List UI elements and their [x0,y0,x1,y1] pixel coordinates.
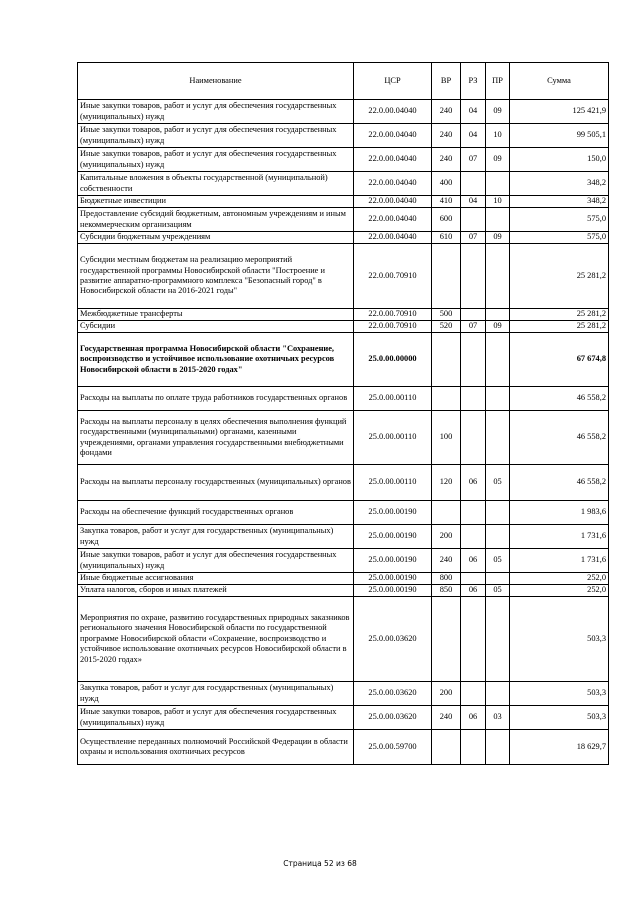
row-rz-cell [461,682,486,706]
row-csr-cell: 22.0.00.70910 [354,244,432,309]
table-row [78,321,609,333]
row-name-cell: Расходы на выплаты персоналу в целях обеспечения выполнения функций государственными (муниципальными) органами, казенными учреждениями, органами управления государственными внебюджетными фондами [78,411,354,465]
table-row [78,525,609,549]
row-sum-cell: 575,0 [510,232,609,244]
row-vr-cell: 600 [432,208,461,232]
row-vr-cell [432,244,461,309]
row-sum-cell: 46 558,2 [510,411,609,465]
row-rz-cell [461,573,486,585]
header-name: Наименование [78,63,354,100]
row-pr-cell: 09 [486,232,510,244]
row-csr-cell: 25.0.00.03620 [354,682,432,706]
row-sum-cell: 1 731,6 [510,549,609,573]
row-rz-cell: 07 [461,148,486,172]
row-pr-cell [486,730,510,765]
row-csr-cell: 25.0.00.00190 [354,501,432,525]
table-row [78,124,609,148]
budget-table [77,62,609,765]
table-row [78,244,609,309]
row-sum-cell: 348,2 [510,172,609,196]
row-vr-cell: 120 [432,465,461,501]
row-rz-cell [461,172,486,196]
table-row [78,100,609,124]
row-pr-cell: 10 [486,196,510,208]
row-rz-cell [461,730,486,765]
table-row [78,730,609,765]
row-csr-cell: 22.0.00.04040 [354,124,432,148]
row-pr-cell [486,525,510,549]
row-sum-cell: 1 983,6 [510,501,609,525]
row-vr-cell [432,597,461,682]
header-pr: ПР [486,63,510,100]
row-sum-cell: 150,0 [510,148,609,172]
table-header-row [78,63,609,100]
row-csr-cell: 22.0.00.04040 [354,100,432,124]
row-pr-cell [486,597,510,682]
row-rz-cell [461,208,486,232]
table-row [78,309,609,321]
row-sum-cell: 46 558,2 [510,387,609,411]
table-row [78,196,609,208]
page-number: Страница 52 из 68 [283,859,357,868]
row-name-cell: Межбюджетные трансферты [78,309,354,321]
row-rz-cell [461,411,486,465]
row-rz-cell [461,501,486,525]
row-vr-cell: 520 [432,321,461,333]
row-sum-cell: 67 674,8 [510,333,609,387]
row-vr-cell [432,333,461,387]
row-pr-cell [486,172,510,196]
row-pr-cell [486,573,510,585]
table-row [78,465,609,501]
row-pr-cell [486,244,510,309]
row-csr-cell: 25.0.00.00110 [354,411,432,465]
row-name-cell: Иные закупки товаров, работ и услуг для обеспечения государственных (муниципальных) нужд [78,148,354,172]
row-rz-cell: 04 [461,124,486,148]
row-csr-cell: 25.0.00.00190 [354,525,432,549]
row-vr-cell: 200 [432,682,461,706]
header-rz: РЗ [461,63,486,100]
row-pr-cell: 09 [486,148,510,172]
row-name-cell: Иные закупки товаров, работ и услуг для обеспечения государственных (муниципальных) нужд [78,706,354,730]
table-row [78,706,609,730]
row-pr-cell: 10 [486,124,510,148]
row-pr-cell [486,309,510,321]
row-name-cell: Закупка товаров, работ и услуг для государственных (муниципальных) нужд [78,525,354,549]
table-row [78,411,609,465]
row-rz-cell [461,244,486,309]
table-row [78,172,609,196]
row-name-cell: Расходы на выплаты по оплате труда работников государственных органов [78,387,354,411]
row-csr-cell: 25.0.00.00190 [354,549,432,573]
row-vr-cell [432,730,461,765]
row-sum-cell: 25 281,2 [510,321,609,333]
row-pr-cell [486,208,510,232]
row-vr-cell: 240 [432,706,461,730]
row-pr-cell [486,411,510,465]
row-sum-cell: 125 421,9 [510,100,609,124]
row-sum-cell: 46 558,2 [510,465,609,501]
row-vr-cell: 200 [432,525,461,549]
header-vr: ВР [432,63,461,100]
row-name-cell: Иные бюджетные ассигнования [78,573,354,585]
row-sum-cell: 1 731,6 [510,525,609,549]
row-name-cell: Государственная программа Новосибирской области "Сохранение, воспроизводство и устойчивое использование охотничьих ресурсов Новосибирской области в 2015-2020 годах" [78,333,354,387]
row-pr-cell: 05 [486,585,510,597]
row-sum-cell: 503,3 [510,682,609,706]
row-rz-cell [461,525,486,549]
row-name-cell: Иные закупки товаров, работ и услуг для обеспечения государственных (муниципальных) нужд [78,124,354,148]
row-pr-cell: 03 [486,706,510,730]
row-csr-cell: 22.0.00.04040 [354,196,432,208]
row-pr-cell [486,387,510,411]
table-row [78,333,609,387]
row-vr-cell: 240 [432,100,461,124]
row-csr-cell: 22.0.00.70910 [354,309,432,321]
row-name-cell: Расходы на выплаты персоналу государственных (муниципальных) органов [78,465,354,501]
table-row [78,585,609,597]
row-csr-cell: 22.0.00.04040 [354,208,432,232]
row-rz-cell: 06 [461,549,486,573]
row-sum-cell: 348,2 [510,196,609,208]
table-row [78,573,609,585]
table-row [78,501,609,525]
table-row [78,232,609,244]
row-pr-cell: 09 [486,321,510,333]
row-csr-cell: 25.0.00.03620 [354,597,432,682]
row-rz-cell [461,387,486,411]
row-rz-cell: 07 [461,232,486,244]
row-rz-cell [461,333,486,387]
row-csr-cell: 22.0.00.04040 [354,148,432,172]
table-row [78,148,609,172]
row-csr-cell: 25.0.00.00110 [354,465,432,501]
row-pr-cell: 05 [486,549,510,573]
row-rz-cell: 04 [461,100,486,124]
row-name-cell: Уплата налогов, сборов и иных платежей [78,585,354,597]
row-name-cell: Иные закупки товаров, работ и услуг для обеспечения государственных (муниципальных) нужд [78,100,354,124]
row-rz-cell: 04 [461,196,486,208]
row-sum-cell: 252,0 [510,585,609,597]
row-csr-cell: 25.0.00.00190 [354,585,432,597]
table-row [78,682,609,706]
row-vr-cell: 400 [432,172,461,196]
row-rz-cell: 06 [461,585,486,597]
row-rz-cell [461,597,486,682]
table-body [78,100,609,765]
table-row [78,208,609,232]
header-sum: Сумма [510,63,609,100]
row-name-cell: Закупка товаров, работ и услуг для государственных (муниципальных) нужд [78,682,354,706]
row-name-cell: Субсидии местным бюджетам на реализацию мероприятий государственной программы Новосибирской области "Построение и развитие аппаратно-программного комплекса "Безопасный город" в Новосибирской области на 2016-2021 годы" [78,244,354,309]
row-vr-cell [432,387,461,411]
row-csr-cell: 25.0.00.59700 [354,730,432,765]
row-vr-cell: 850 [432,585,461,597]
row-rz-cell: 07 [461,321,486,333]
row-csr-cell: 22.0.00.70910 [354,321,432,333]
header-csr: ЦСР [354,63,432,100]
row-name-cell: Субсидии [78,321,354,333]
row-sum-cell: 252,0 [510,573,609,585]
row-pr-cell: 09 [486,100,510,124]
row-csr-cell: 25.0.00.00190 [354,573,432,585]
row-name-cell: Мероприятия по охране, развитию государственных природных заказников регионального значения Новосибирской области по государственной программе Новосибирской области «Сохранение, воспроизводство и устойчивое использование охотничьих ресурсов Новосибирской области в 2015-2020 годах» [78,597,354,682]
row-rz-cell: 06 [461,706,486,730]
row-name-cell: Осуществление переданных полномочий Российской Федерации в области охраны и использования охотничьих ресурсов [78,730,354,765]
row-csr-cell: 25.0.00.00110 [354,387,432,411]
row-vr-cell: 100 [432,411,461,465]
row-sum-cell: 25 281,2 [510,244,609,309]
row-rz-cell: 06 [461,465,486,501]
row-name-cell: Иные закупки товаров, работ и услуг для обеспечения государственных (муниципальных) нужд [78,549,354,573]
row-name-cell: Субсидии бюджетным учреждениям [78,232,354,244]
row-pr-cell: 05 [486,465,510,501]
row-name-cell: Капитальные вложения в объекты государственной (муниципальной) собственности [78,172,354,196]
row-name-cell: Расходы на обеспечение функций государственных органов [78,501,354,525]
table-row [78,597,609,682]
row-vr-cell: 240 [432,124,461,148]
row-vr-cell: 610 [432,232,461,244]
row-vr-cell: 410 [432,196,461,208]
row-vr-cell: 800 [432,573,461,585]
table-row [78,549,609,573]
row-csr-cell: 22.0.00.04040 [354,172,432,196]
row-sum-cell: 503,3 [510,706,609,730]
row-pr-cell [486,682,510,706]
row-csr-cell: 25.0.00.03620 [354,706,432,730]
table-row [78,387,609,411]
row-sum-cell: 575,0 [510,208,609,232]
row-pr-cell [486,333,510,387]
row-vr-cell: 500 [432,309,461,321]
row-name-cell: Бюджетные инвестиции [78,196,354,208]
row-rz-cell [461,309,486,321]
row-vr-cell [432,501,461,525]
row-pr-cell [486,501,510,525]
row-sum-cell: 503,3 [510,597,609,682]
row-sum-cell: 99 505,1 [510,124,609,148]
row-vr-cell: 240 [432,549,461,573]
row-sum-cell: 25 281,2 [510,309,609,321]
row-name-cell: Предоставление субсидий бюджетным, автономным учреждениям и иным некоммерческим организациям [78,208,354,232]
row-vr-cell: 240 [432,148,461,172]
row-sum-cell: 18 629,7 [510,730,609,765]
row-csr-cell: 22.0.00.04040 [354,232,432,244]
row-csr-cell: 25.0.00.00000 [354,333,432,387]
